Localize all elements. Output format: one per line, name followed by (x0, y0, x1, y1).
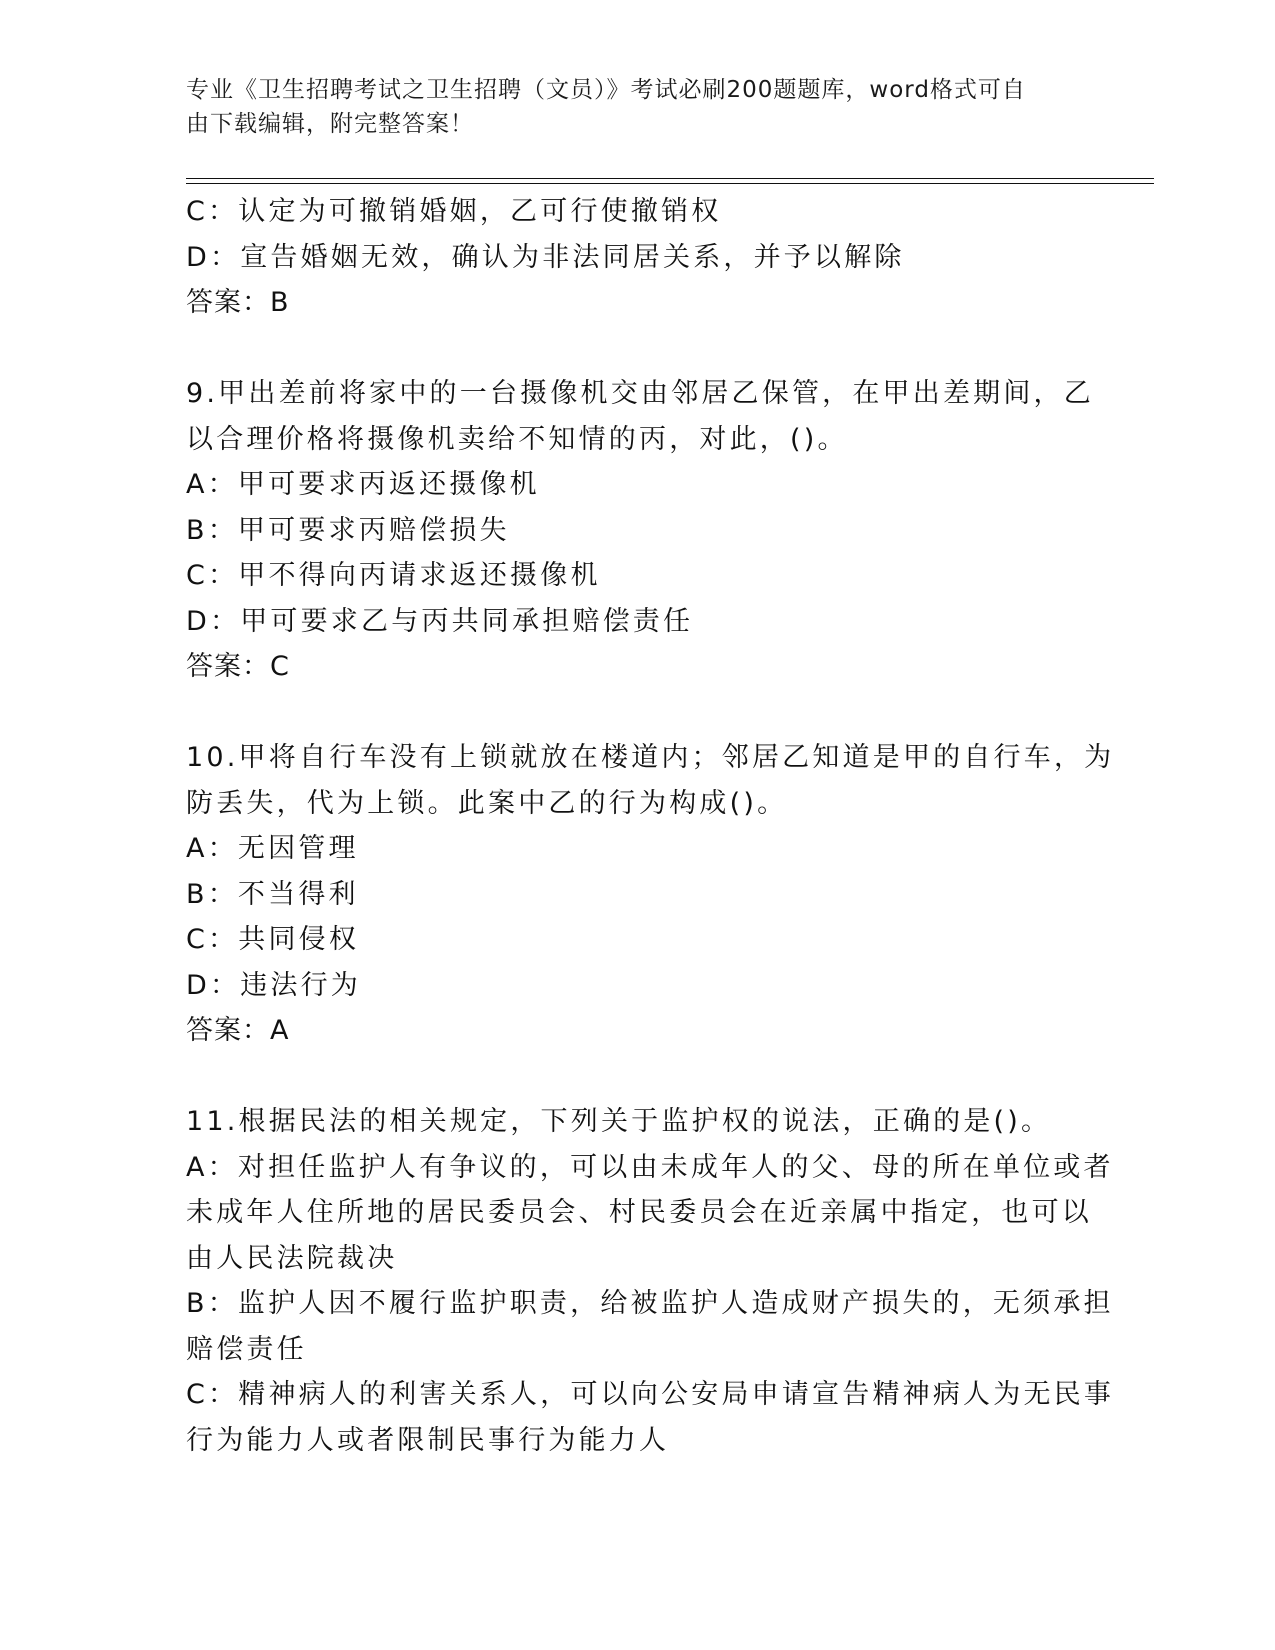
header-divider-bottom (186, 183, 1154, 184)
header-divider-top (186, 178, 1154, 179)
question-11-option-a-line-2: 未成年人住所地的居民委员会、村民委员会在近亲属中指定，也可以 (186, 1197, 1092, 1228)
question-9-stem-line-2: 以合理价格将摄像机卖给不知情的丙，对此，()。 (186, 423, 848, 455)
question-10-answer: 答案：A (186, 1015, 290, 1046)
question-10-option-a: A：无因管理 (186, 833, 359, 864)
question-10-option-b: B：不当得利 (186, 878, 359, 910)
option-d: D：宣告婚姻无效，确认为非法同居关系，并予以解除 (186, 241, 905, 273)
question-9-option-d: D：甲可要求乙与丙共同承担赔偿责任 (186, 605, 694, 637)
option-c: C：认定为可撤销婚姻，乙可行使撤销权 (186, 196, 722, 227)
question-10-option-c: C：共同侵权 (186, 924, 360, 955)
question-10-option-d: D：违法行为 (186, 969, 361, 1001)
question-11-option-a-line-3: 由人民法院裁决 (186, 1242, 398, 1274)
question-10-stem-line-2: 防丢失，代为上锁。此案中乙的行为构成()。 (186, 787, 788, 819)
header-line-1: 专业《卫生招聘考试之卫生招聘（文员）》考试必刷200题题库，word格式可自 (186, 77, 1026, 103)
question-11-option-b-line-2: 赔偿责任 (186, 1333, 307, 1365)
question-9-option-c: C：甲不得向丙请求返还摄像机 (186, 560, 601, 591)
question-content (186, 189, 1115, 1463)
question-11-option-c-line-1: C：精神病人的利害关系人，可以向公安局申请宣告精神病人为无民事 (186, 1379, 1115, 1410)
question-11-option-b-line-1: B：监护人因不履行监护职责，给被监护人造成财产损失的，无须承担 (186, 1288, 1114, 1319)
question-9-answer: 答案：C (186, 651, 290, 682)
document-header (186, 73, 1066, 141)
question-9-option-a: A：甲可要求丙返还摄像机 (186, 469, 540, 500)
question-11-option-c-line-2: 行为能力人或者限制民事行为能力人 (186, 1424, 670, 1456)
question-11-option-a-line-1: A：对担任监护人有争议的，可以由未成年人的父、母的所在单位或者 (186, 1151, 1114, 1183)
question-11-stem-line-1: 11.根据民法的相关规定，下列关于监护权的说法，正确的是()。 (186, 1106, 1052, 1137)
spacer (186, 690, 1086, 736)
spacer (186, 1054, 1086, 1100)
question-9-stem-line-1: 9.甲出差前将家中的一台摄像机交由邻居乙保管，在甲出差期间，乙 (186, 378, 1094, 409)
answer-line: 答案：B (186, 287, 290, 318)
spacer (186, 326, 1086, 372)
header-line-2: 由下载编辑，附完整答案！ (186, 111, 474, 137)
question-9-option-b: B：甲可要求丙赔偿损失 (186, 514, 510, 546)
question-10-stem-line-1: 10.甲将自行车没有上锁就放在楼道内；邻居乙知道是甲的自行车，为 (186, 742, 1115, 773)
